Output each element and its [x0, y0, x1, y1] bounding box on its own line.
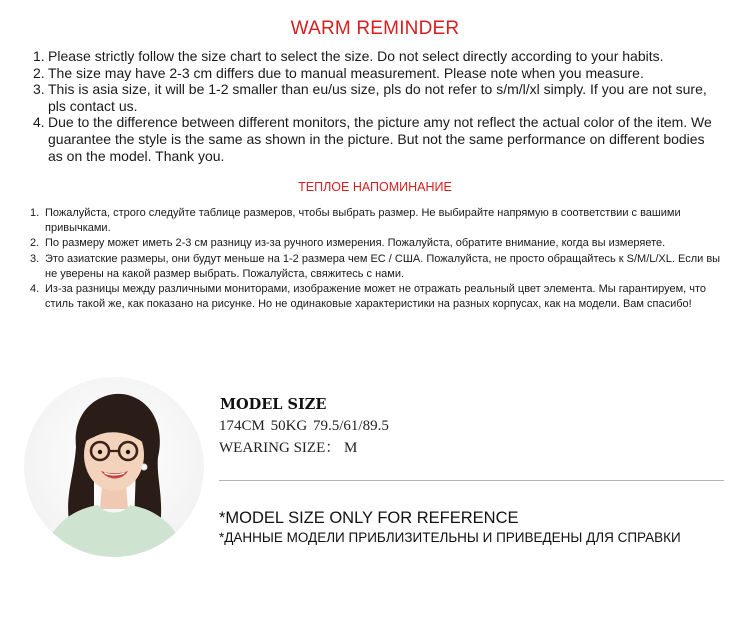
list-item — [33, 114, 723, 164]
list-item-text: Please strictly follow the size chart to select the size. Do not select directly according to your habits. — [48, 48, 664, 64]
list-item-text: Это азиатские размеры, они будут меньше на 1-2 размера чем EC / США. Пожалуйста, не просто обращайтесь к S/M/L/XL. Если вы не уверены на какой размер выбрать. Пожалуйста, свяжитесь с нами. — [45, 252, 721, 280]
list-item-text: По размеру может иметь 2-3 см разницу из-за ручного измерения. Пожалуйста, обратите внимание, когда вы измеряете. — [45, 237, 666, 250]
list-item-number: 1. — [30, 207, 40, 219]
model-size-title: MODEL SIZE — [220, 396, 327, 413]
list-item — [30, 282, 725, 312]
list-item — [33, 65, 723, 82]
reference-note: *MODEL SIZE ONLY FOR REFERENCE — [219, 509, 519, 527]
list-item-number: 3. — [30, 252, 40, 265]
divider — [219, 480, 724, 481]
list-item-number: 3. — [33, 81, 45, 98]
list-item — [33, 81, 723, 114]
list-item-number: 1. — [33, 48, 45, 64]
list-item-number: 2. — [30, 237, 40, 250]
list-item-text: Из-за разницы между различными мониторами, изображение может не отражать реальный цвет элемента. Мы гарантируем, что стиль такой же, как показано на рисунке. Но не одинаковые характеристики на разных корпусах, как на модели. Вам спасибо! — [45, 283, 707, 311]
list-item — [30, 252, 725, 282]
list-item-text: The size may have 2-3 cm differs due to manual measurement. Please note when you measure. — [48, 64, 644, 81]
list-item-number: 2. — [33, 64, 45, 81]
list-item-text: Due to the difference between different monitors, the picture amy not reflect the actual color of the item. We guarantee the style is the same as shown in the picture. But not the same performance on different bodies as on the model. Thank you. — [48, 114, 712, 164]
list-item — [30, 236, 725, 251]
model-portrait-illustration — [24, 377, 204, 557]
warm-reminder-ru-title: ТЕПЛОЕ НАПОМИНАНИЕ — [298, 180, 452, 194]
warm-reminder-title: WARM REMINDER — [290, 18, 460, 39]
list-item-number: 4. — [33, 114, 45, 131]
list-item-text: Пожалуйста, строго следуйте таблице размеров, чтобы выбрать размер. Не выбирайте напрямую в соответствии с вашими привычками. — [45, 207, 681, 235]
list-item-text: This is asia size, it will be 1-2 smaller than eu/us size, pls do not refer to s/m/l/xl simply. If you are not sure, pls contact us. — [48, 81, 707, 114]
wearing-size: WEARING SIZE： M — [219, 440, 358, 456]
warm-reminder-ru-list — [30, 206, 725, 312]
model-measurements: 174CM 50KG 79.5/61/89.5 — [219, 418, 389, 434]
list-item-number: 4. — [30, 283, 40, 296]
reference-note-ru: *ДАННЫЕ МОДЕЛИ ПРИБЛИЗИТЕЛЬНЫ И ПРИВЕДЕНЫ ДЛЯ СПРАВКИ — [219, 530, 681, 545]
list-item — [33, 48, 723, 65]
warm-reminder-list — [33, 48, 723, 164]
list-item — [30, 206, 725, 236]
model-photo — [24, 377, 204, 557]
